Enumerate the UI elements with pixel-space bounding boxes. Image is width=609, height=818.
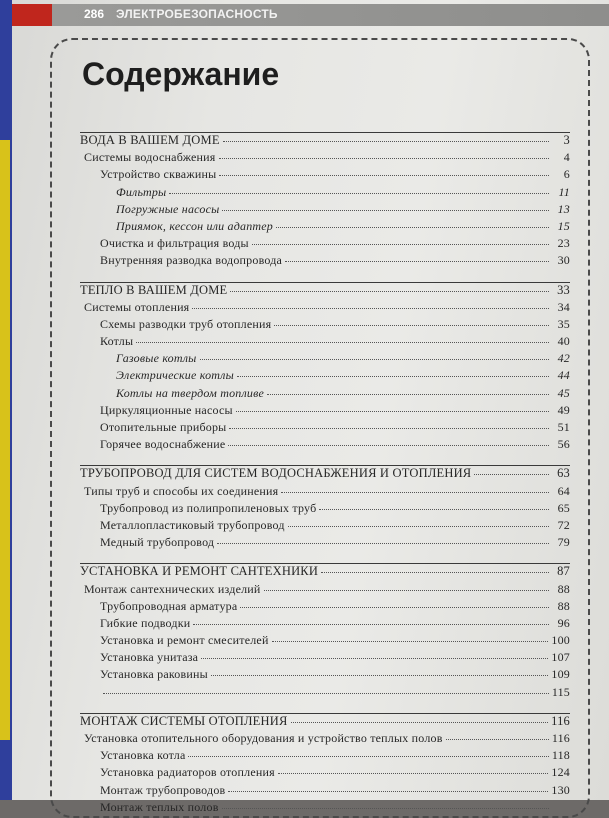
toc-entry-title: Металлопластиковый трубопровод <box>100 517 285 532</box>
dot-leader <box>188 756 548 757</box>
toc-entry-title: МОНТАЖ СИСТЕМЫ ОТОПЛЕНИЯ <box>80 713 288 728</box>
toc-entry-title: Гибкие подводки <box>100 615 191 630</box>
dot-leader <box>200 359 550 360</box>
dot-leader <box>193 624 549 625</box>
toc-page-number: 88 <box>557 581 570 596</box>
table-of-contents <box>80 132 570 817</box>
toc-page-number: 30 <box>557 253 570 268</box>
dot-leader <box>267 394 549 395</box>
dot-leader <box>229 428 549 429</box>
toc-entry <box>80 317 570 334</box>
toc-page-number: 33 <box>557 282 570 297</box>
dot-leader <box>236 411 549 412</box>
dot-leader <box>272 641 549 642</box>
toc-entry <box>80 633 570 650</box>
toc-entry <box>80 300 570 317</box>
toc-entry-title: Циркуляционные насосы <box>100 402 233 417</box>
toc-entry-title: Установка радиаторов отопления <box>100 765 275 780</box>
dot-leader <box>103 693 549 694</box>
toc-section-entry <box>80 564 570 581</box>
toc-entry <box>80 150 570 167</box>
dot-leader <box>136 342 549 343</box>
toc-page-number: 64 <box>557 483 570 498</box>
dot-leader <box>237 376 549 377</box>
toc-entry-title: Погружные насосы <box>116 201 220 216</box>
toc-entry <box>80 599 570 616</box>
toc-entry <box>80 748 570 765</box>
toc-page-number: 49 <box>557 402 570 417</box>
page-number: 286 <box>84 7 105 21</box>
toc-entry-title: Системы отопления <box>84 299 190 314</box>
toc-entry-title: Электрические котлы <box>116 368 234 383</box>
dot-leader <box>228 445 549 446</box>
toc-page-number: 6 <box>563 167 570 182</box>
toc-entry <box>80 800 570 817</box>
toc-page-number: 115 <box>551 684 570 699</box>
toc-entry-title: Отопительные приборы <box>100 420 227 434</box>
toc-page-number: 116 <box>551 731 570 745</box>
dot-leader <box>240 607 549 608</box>
toc-entry <box>80 484 570 501</box>
dot-leader <box>169 193 549 194</box>
dot-leader <box>192 308 549 309</box>
toc-entry-title: Установка унитаза <box>100 650 199 665</box>
toc-page-number: 124 <box>551 765 570 780</box>
toc-page-number: 40 <box>557 334 570 349</box>
toc-entry-title: Трубопровод из полипропиленовых труб <box>100 500 317 515</box>
book-edge-yellow <box>0 140 10 740</box>
toc-entry-title: Установка отопительного оборудования и устройство теплых полов <box>84 731 443 745</box>
toc-entry <box>80 765 570 782</box>
dot-leader <box>230 291 549 292</box>
dot-leader <box>274 325 549 326</box>
dot-leader <box>291 722 549 723</box>
toc-entry-title: Котлы на твердом топливе <box>116 385 265 400</box>
toc-page-number: 72 <box>557 517 570 532</box>
toc-section-entry <box>80 133 570 150</box>
toc-page-number: 3 <box>563 133 570 147</box>
dot-leader <box>217 543 549 544</box>
toc-entry <box>80 351 570 368</box>
toc-entry <box>80 731 570 748</box>
dot-leader <box>201 658 548 659</box>
toc-entry <box>80 202 570 219</box>
toc-entry-title: Устройство скважины <box>100 167 217 182</box>
toc-page-number: 79 <box>557 535 570 550</box>
dot-leader <box>276 227 549 228</box>
toc-page-number: 35 <box>557 316 570 331</box>
toc-entry <box>80 219 570 236</box>
toc-entry-title: Типы труб и способы их соединения <box>84 483 279 498</box>
toc-page-number: 130 <box>551 782 570 797</box>
dot-leader <box>222 210 549 211</box>
toc-page-number: 34 <box>557 299 570 314</box>
toc-entry <box>80 667 570 684</box>
dot-leader <box>219 158 549 159</box>
toc-page-number: 65 <box>557 500 570 515</box>
toc-entry <box>80 535 570 552</box>
dot-leader <box>321 572 549 573</box>
dot-leader <box>228 791 548 792</box>
toc-entry-title: Установка раковины <box>100 667 208 682</box>
toc-entry <box>80 783 570 800</box>
toc-page-number: 13 <box>557 201 570 216</box>
toc-entry <box>80 420 570 437</box>
toc-page-number: 56 <box>557 437 570 452</box>
dot-leader <box>278 773 549 774</box>
toc-entry <box>80 685 570 702</box>
toc-page-number: 100 <box>551 633 570 648</box>
toc-page-number: 42 <box>557 351 570 366</box>
toc-entry-title: Приямок, кессон или адаптер <box>116 218 273 233</box>
dot-leader <box>222 808 549 809</box>
toc-entry <box>80 403 570 420</box>
toc-entry-title: Горячее водоснабжение <box>100 437 226 452</box>
dot-leader <box>264 590 549 591</box>
toc-page-number: 44 <box>557 368 570 383</box>
toc-page-number: 15 <box>557 218 570 233</box>
toc-page-number: 87 <box>557 564 570 579</box>
toc-entry <box>80 185 570 202</box>
toc-page-number: 88 <box>557 598 570 613</box>
toc-entry <box>80 334 570 351</box>
toc-page-number: 63 <box>557 466 570 481</box>
toc-page-number: 4 <box>563 150 570 165</box>
toc-entry-title: Монтаж сантехнических изделий <box>84 581 261 596</box>
toc-entry <box>80 253 570 270</box>
toc-entry-title: Газовые котлы <box>116 351 197 366</box>
toc-page-number: 11 <box>558 184 570 199</box>
toc-entry-title: Системы водоснабжения <box>84 150 216 165</box>
toc-entry-title: Очистка и фильтрация воды <box>100 236 249 251</box>
toc-entry-title: Установка котла <box>100 748 186 763</box>
dot-leader <box>211 675 549 676</box>
toc-page-number: 107 <box>551 650 570 665</box>
toc-entry <box>80 650 570 667</box>
toc-entry <box>80 437 570 454</box>
toc-entry-title: ТЕПЛО В ВАШЕМ ДОМЕ <box>80 282 228 297</box>
toc-entry-title: Внутренняя разводка водопровода <box>100 253 283 268</box>
toc-page-number: 51 <box>557 420 570 434</box>
dot-leader <box>281 492 549 493</box>
toc-section-entry <box>80 283 570 300</box>
dot-leader <box>474 474 549 475</box>
running-title: ЭЛЕКТРОБЕЗОПАСНОСТЬ <box>116 7 278 21</box>
toc-entry <box>80 386 570 403</box>
toc-page-number: 116 <box>551 713 570 728</box>
toc-entry-title: ТРУБОПРОВОД ДЛЯ СИСТЕМ ВОДОСНАБЖЕНИЯ И ОТОПЛЕНИЯ <box>80 466 472 481</box>
dot-leader <box>223 141 549 142</box>
toc-entry-title: Монтаж теплых полов <box>100 799 219 814</box>
toc-entry <box>80 616 570 633</box>
toc-entry <box>80 167 570 184</box>
toc-entry <box>80 501 570 518</box>
toc-entry-title: Монтаж трубопроводов <box>100 782 226 797</box>
toc-entry-title: Установка и ремонт смесителей <box>100 633 269 648</box>
dot-leader <box>219 175 549 176</box>
toc-page-number: 45 <box>557 385 570 400</box>
dot-leader <box>285 261 549 262</box>
toc-entry-title: УСТАНОВКА И РЕМОНТ САНТЕХНИКИ <box>80 564 319 579</box>
dot-leader <box>288 526 549 527</box>
page-title: Содержание <box>82 56 280 92</box>
toc-entry <box>80 582 570 599</box>
toc-entry-title: Медный трубопровод <box>100 535 215 550</box>
toc-entry-title: ВОДА В ВАШЕМ ДОМЕ <box>80 133 220 147</box>
dot-leader <box>252 244 549 245</box>
dot-leader <box>319 509 549 510</box>
toc-entry <box>80 236 570 253</box>
toc-page-number: 118 <box>551 748 570 763</box>
toc-entry-title: Котлы <box>100 334 134 349</box>
toc-page-number: 96 <box>557 615 570 630</box>
toc-entry-title: Трубопроводная арматура <box>100 598 238 613</box>
toc-entry-title: Схемы разводки труб отопления <box>100 316 272 331</box>
toc-section-entry <box>80 714 570 731</box>
toc-page-number: 23 <box>557 236 570 251</box>
toc-section-entry <box>80 466 570 483</box>
toc-entry <box>80 518 570 535</box>
toc-entry <box>80 368 570 385</box>
toc-page-number: 109 <box>551 667 570 682</box>
dot-leader <box>446 739 549 740</box>
toc-entry-title: Фильтры <box>116 184 167 199</box>
